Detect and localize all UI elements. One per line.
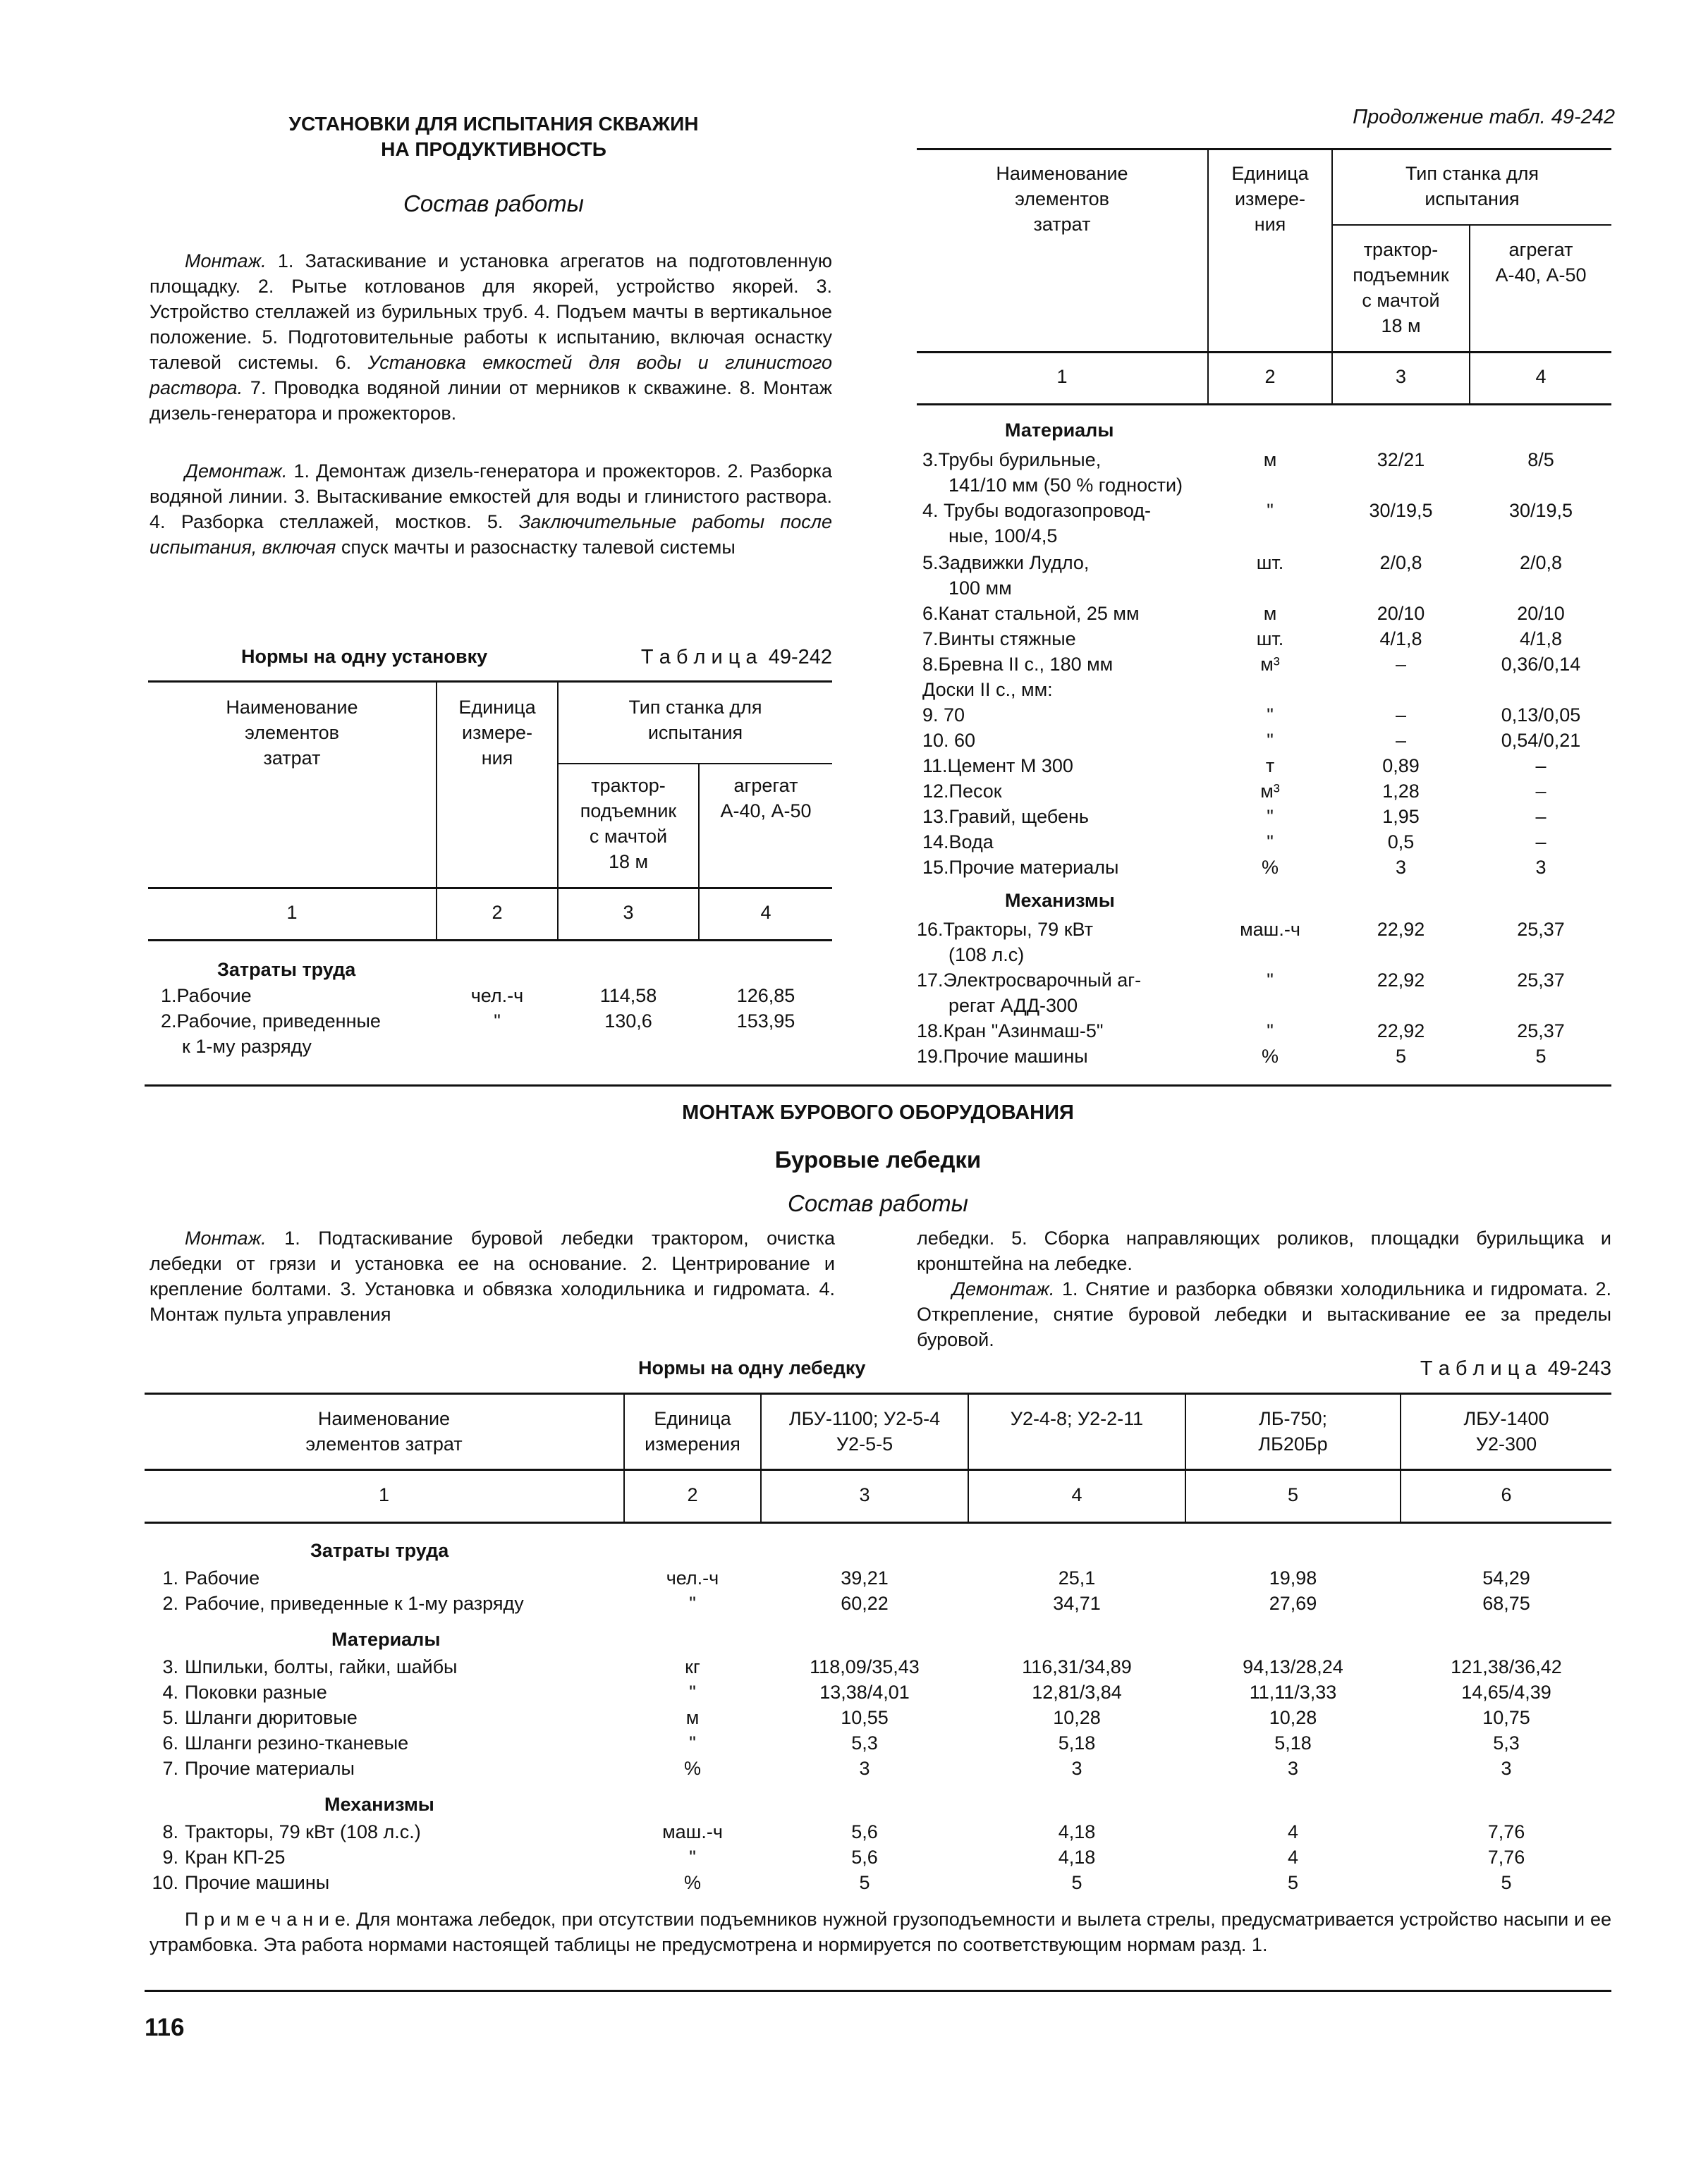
header-text: измере- <box>461 722 533 743</box>
machine-row-v4: 25,37 <box>1517 970 1565 991</box>
machine-row-name: 17.Электросварочный аг- <box>917 970 1142 991</box>
demount-text: 1. Демонтаж дизель-генератора и прожекторов. 2. Разборка водяной линии. 3. Вытаскивание емкостей для воды и глинистого раствора. 4. Разборка стеллажей, мостков. 5. <box>150 460 832 532</box>
demount-lead: Демонтаж. <box>952 1278 1055 1299</box>
header-text: затрат <box>263 747 321 769</box>
demount-italic: Заключительные работы после испытания, включая <box>150 511 833 558</box>
table-group-rule <box>1333 224 1611 226</box>
table2-row-name: Шланги дюритовые <box>185 1707 358 1728</box>
material-row-v3: 20/10 <box>1377 603 1425 624</box>
t2-header-col5 <box>1186 1406 1400 1457</box>
table2-row-n: 3. <box>162 1656 178 1677</box>
header-text: ния <box>481 747 513 769</box>
material-row-v3: 1,95 <box>1382 806 1420 827</box>
material-row-v4: – <box>1535 831 1547 852</box>
material-row-name: 11.Цемент М 300 <box>922 755 1073 776</box>
header-text: измерения <box>645 1433 740 1455</box>
header-col3 <box>559 773 698 874</box>
col-num: 3 <box>1395 366 1407 387</box>
material-row-unit: м <box>1263 449 1277 470</box>
table2-row-name: Шланги резино-тканевые <box>185 1732 409 1754</box>
col-num: 2 <box>1264 366 1276 387</box>
col-num: 4 <box>760 902 771 923</box>
labor-row-v3: 114,58 <box>599 985 657 1006</box>
separator-rule <box>145 1084 1611 1087</box>
machine-row-unit: " <box>1267 970 1274 991</box>
header-col3 <box>1333 237 1469 338</box>
col-num: 6 <box>1501 1484 1512 1505</box>
col-num: 1 <box>1056 366 1068 387</box>
table2-row-unit: " <box>689 1593 696 1614</box>
mount-paragraph <box>150 248 832 426</box>
header-text: Наименование <box>996 163 1128 184</box>
header-text: с мачтой <box>1362 290 1440 311</box>
header-text: трактор- <box>1363 239 1439 260</box>
table2-value: 5,6 <box>851 1821 878 1842</box>
labor-row-name: 2.Рабочие, приведенные <box>161 1010 381 1032</box>
header-text: затрат <box>1033 214 1091 235</box>
table2-row-name: Рабочие <box>185 1567 260 1589</box>
table-label-2: Т а б л и ц а 49-243 <box>1420 1357 1611 1380</box>
material-row-name: 141/10 мм (50 % годности) <box>948 475 1183 496</box>
mount-text2: 7. Проводка водяной линии от мерников к скважине. 8. Монтаж дизель-генератора и прожекторов. <box>150 377 832 424</box>
table2-value: 5 <box>1071 1872 1082 1893</box>
table2-row-name: Шпильки, болты, гайки, шайбы <box>185 1656 458 1677</box>
machine-row-unit: маш.-ч <box>1240 919 1300 940</box>
table2-row-name: Рабочие, приведенные к 1-му разряду <box>185 1593 524 1614</box>
material-row-v3: 0,89 <box>1382 755 1420 776</box>
demount-paragraph <box>150 458 832 560</box>
header-text: испытания <box>1425 188 1520 209</box>
bottom-rule <box>145 1990 1611 1992</box>
material-row-name: 4. Трубы водогазопровод- <box>922 500 1152 521</box>
table2-value: 5,3 <box>1493 1732 1520 1754</box>
table2-row-unit: кг <box>685 1656 700 1677</box>
material-row-v3: 4/1,8 <box>1379 628 1422 649</box>
machine-row-v4: 25,37 <box>1517 919 1565 940</box>
material-row-unit: м <box>1263 603 1277 624</box>
material-row-unit: шт. <box>1256 552 1284 573</box>
t2-header-col4 <box>969 1406 1185 1431</box>
header-text: Тип станка для <box>1405 163 1539 184</box>
t2-section-materials: Материалы <box>331 1629 441 1650</box>
demount-text2: спуск мачты и разоснастку талевой системы <box>336 537 736 558</box>
table2-value: 5 <box>1287 1872 1299 1893</box>
header-text: трактор- <box>591 775 666 796</box>
material-row-v4: 0,13/0,05 <box>1501 704 1581 726</box>
header-text: ЛБУ-1400 <box>1463 1408 1549 1429</box>
t2-section-labor: Затраты труда <box>310 1540 449 1561</box>
table2-value: 5,3 <box>851 1732 878 1754</box>
table-top-rule <box>917 148 1611 150</box>
section-title <box>212 111 776 162</box>
table2-value: 10,55 <box>841 1707 889 1728</box>
table2-row-n: 6. <box>162 1732 178 1754</box>
table2-value: 10,28 <box>1053 1707 1101 1728</box>
labor-row-unit: " <box>494 1010 501 1032</box>
material-row-v3: 0,5 <box>1387 831 1415 852</box>
table2-row-n: 1. <box>162 1567 178 1589</box>
material-row-name: 3.Трубы бурильные, <box>922 449 1102 470</box>
table2-row-name: Прочие материалы <box>185 1758 355 1779</box>
machine-row-name: 18.Кран "Азинмаш-5" <box>917 1020 1104 1041</box>
material-row-name: Доски II с., мм: <box>922 679 1053 700</box>
machine-row-name: регат АДД-300 <box>948 995 1078 1016</box>
machine-row-name: (108 л.с) <box>948 944 1025 965</box>
material-row-v3: 1,28 <box>1382 781 1420 802</box>
material-row-name: 7.Винты стяжные <box>922 628 1076 649</box>
col-num: 4 <box>1071 1484 1082 1505</box>
t2-section-machines: Механизмы <box>324 1794 434 1815</box>
material-row-unit: " <box>1267 831 1274 852</box>
machine-row-v4: 25,37 <box>1517 1020 1565 1041</box>
mount-text: 1. Затаскивание и установка агрегатов на подготовленную площадку. 2. Рытье котлованов для якорей, устройство якорей. 3. Устройство стеллажей из бурильных труб. 4. Подъем мачты в вертикальное положение. 5. Подготовительные работы к испытанию, включая оснастку талевой системы. 6. <box>150 250 832 373</box>
header-text: У2-4-8; У2-2-11 <box>1010 1408 1144 1429</box>
norms-caption-2: Нормы на одну лебедку <box>638 1357 866 1378</box>
table2-value: 14,65/4,39 <box>1461 1682 1551 1703</box>
mount-text-continued: лебедки. 5. Сборка направляющих роликов, площадки бурильщика и кронштейна на лебедке. <box>917 1228 1611 1274</box>
labor-row-v4: 153,95 <box>736 1010 795 1032</box>
material-row-name: 5.Задвижки Лудло, <box>922 552 1090 573</box>
table2-value: 19,98 <box>1269 1567 1317 1589</box>
material-row-unit: % <box>1261 857 1279 878</box>
header-text: А-40, А-50 <box>1495 264 1587 286</box>
note-lead: П р и м е ч а н и е. <box>185 1909 351 1930</box>
mount-lead: Монтаж. <box>185 1228 267 1249</box>
labor-row-name: к 1-му разряду <box>182 1036 312 1057</box>
table2-row-unit: " <box>689 1732 696 1754</box>
table2-value: 5 <box>1501 1872 1512 1893</box>
material-row-name: 100 мм <box>948 577 1012 599</box>
machine-row-unit: " <box>1267 1020 1274 1041</box>
table-label: Т а б л и ц а 49-242 <box>640 646 832 668</box>
bottom-title: МОНТАЖ БУРОВОГО ОБОРУДОВАНИЯ <box>682 1101 1074 1124</box>
page-number: 116 <box>145 2014 185 2041</box>
material-row-unit: " <box>1267 730 1274 751</box>
table-top-rule <box>148 680 832 683</box>
col-num: 5 <box>1287 1484 1299 1505</box>
table2-row-n: 2. <box>162 1593 178 1614</box>
header-text: Наименование <box>317 1408 451 1429</box>
table2-head-rule <box>145 1469 1611 1471</box>
machine-row-unit: % <box>1261 1046 1279 1067</box>
table2-value: 54,29 <box>1482 1567 1530 1589</box>
table-head-rule <box>917 351 1611 353</box>
material-row-name: 14.Вода <box>922 831 994 852</box>
table2-row-unit: % <box>683 1872 701 1893</box>
table2-value: 10,75 <box>1482 1707 1530 1728</box>
header-col1 <box>148 695 436 771</box>
material-row-unit: " <box>1267 500 1274 521</box>
table2-value: 4 <box>1287 1821 1299 1842</box>
header-text: 18 м <box>1381 315 1421 336</box>
material-row-v4: 0,36/0,14 <box>1501 654 1581 675</box>
header-group <box>559 695 832 745</box>
table-nums-rule <box>148 939 832 941</box>
section-labor: Затраты труда <box>217 959 356 980</box>
table2-value: 3 <box>1071 1758 1082 1779</box>
table2-row-unit: " <box>689 1847 696 1868</box>
table2-row-name: Поковки разные <box>185 1682 327 1703</box>
material-row-v3: – <box>1395 730 1407 751</box>
table2-value: 3 <box>859 1758 870 1779</box>
table2-row-unit: " <box>689 1682 696 1703</box>
header-text: ЛБ-750; <box>1259 1408 1327 1429</box>
header-text: измере- <box>1234 188 1306 209</box>
table-head-rule <box>148 887 832 889</box>
machine-row-v3: 22,92 <box>1377 1020 1425 1041</box>
table2-value: 5,18 <box>1058 1732 1096 1754</box>
table2-value: 4,18 <box>1058 1847 1096 1868</box>
header-col2 <box>437 695 557 771</box>
labor-row-name: 1.Рабочие <box>161 985 252 1006</box>
table2-value: 60,22 <box>841 1593 889 1614</box>
table2-value: 34,71 <box>1053 1593 1101 1614</box>
header-text: 18 м <box>608 851 649 872</box>
table2-value: 5,6 <box>851 1847 878 1868</box>
section-title-line2: НА ПРОДУКТИВНОСТЬ <box>381 138 606 160</box>
note-text: Для монтажа лебедок, при отсутствии подъемников нужной грузоподъемности и вылета стрелы, предусматривается устройство насыпи и ее утрамбовка. Эта работа нормами настоящей таблицы не предусмотрена и нормируется по соответствующим нормам разд. 1. <box>150 1909 1611 1955</box>
material-row-v4: 2/0,8 <box>1519 552 1563 573</box>
header-text: элементов <box>245 722 339 743</box>
labor-row-unit: чел.-ч <box>470 985 524 1006</box>
table2-row-n: 10. <box>152 1872 178 1893</box>
material-row-v3: 32/21 <box>1377 449 1425 470</box>
table2-row-unit: чел.-ч <box>666 1567 719 1589</box>
t2-header-col3 <box>762 1406 968 1457</box>
table2-row-name: Тракторы, 79 кВт (108 л.с.) <box>185 1821 421 1842</box>
bottom-mount-paragraph <box>150 1225 835 1327</box>
t2-header-col1 <box>145 1406 623 1457</box>
header-text: У2-5-5 <box>836 1433 893 1455</box>
header-text: Единица <box>458 697 536 718</box>
table2-value: 116,31/34,89 <box>1022 1656 1132 1677</box>
table2-value: 118,09/35,43 <box>810 1656 920 1677</box>
machine-row-name: 19.Прочие машины <box>917 1046 1088 1067</box>
material-row-v3: 2/0,8 <box>1379 552 1422 573</box>
t2-header-col2 <box>625 1406 760 1457</box>
col-num: 3 <box>859 1484 870 1505</box>
demount-text: 1. Снятие и разборка обвязки холодильника и гидромата. 2. Открепление, снятие буровой лебедки и вытаскивание ее за пределы буровой. <box>917 1278 1611 1350</box>
material-row-v3: 3 <box>1395 857 1407 878</box>
header-col4 <box>700 773 832 824</box>
machine-row-v3: 22,92 <box>1377 919 1425 940</box>
material-row-v4: – <box>1535 806 1547 827</box>
header-text: У2-300 <box>1475 1433 1537 1455</box>
table2-value: 3 <box>1501 1758 1512 1779</box>
table2-row-unit: маш.-ч <box>662 1821 723 1842</box>
material-row-v4: 20/10 <box>1517 603 1565 624</box>
material-row-unit: м³ <box>1260 781 1280 802</box>
material-row-v4: – <box>1535 755 1547 776</box>
table2-value: 10,28 <box>1269 1707 1317 1728</box>
table2-value: 4 <box>1287 1847 1299 1868</box>
header-col4 <box>1470 237 1611 288</box>
material-row-name: 6.Канат стальной, 25 мм <box>922 603 1140 624</box>
t2-header-col6 <box>1401 1406 1611 1457</box>
material-row-unit: " <box>1267 704 1274 726</box>
table2-value: 5 <box>859 1872 870 1893</box>
table2-row-n: 8. <box>162 1821 178 1842</box>
bottom-subtitle: Буровые лебедки <box>774 1146 982 1173</box>
table2-value: 5,18 <box>1274 1732 1312 1754</box>
header-text: ния <box>1254 214 1286 235</box>
table2-value: 13,38/4,01 <box>819 1682 910 1703</box>
table2-row-n: 4. <box>162 1682 178 1703</box>
col-num: 2 <box>687 1484 698 1505</box>
material-row-v3: – <box>1395 654 1407 675</box>
material-row-unit: т <box>1265 755 1275 776</box>
table2-row-unit: м <box>685 1707 700 1728</box>
material-row-v4: – <box>1535 781 1547 802</box>
table2-value: 121,38/36,42 <box>1451 1656 1562 1677</box>
header-text: ЛБ20Бр <box>1258 1433 1328 1455</box>
material-row-unit: м³ <box>1260 654 1280 675</box>
header-group <box>1333 161 1611 212</box>
header-text: испытания <box>647 722 743 743</box>
norms-caption: Нормы на одну установку <box>241 646 488 667</box>
header-text: агрегат <box>1508 239 1573 260</box>
mount-italic: Установка емкостей для воды и глинистого раствора. <box>150 352 832 398</box>
table2-row-n: 9. <box>162 1847 178 1868</box>
machine-row-v3: 5 <box>1395 1046 1407 1067</box>
material-row-v4: 3 <box>1535 857 1547 878</box>
mount-lead: Монтаж. <box>185 250 267 271</box>
col-num: 4 <box>1535 366 1547 387</box>
machine-row-name: 16.Тракторы, 79 кВт <box>917 919 1093 940</box>
col-num: 1 <box>378 1484 390 1505</box>
material-row-name: 9. 70 <box>922 704 965 726</box>
bottom-demount-paragraph <box>917 1225 1611 1352</box>
header-text: с мачтой <box>589 826 668 847</box>
material-row-name: 12.Песок <box>922 781 1002 802</box>
material-row-v4: 4/1,8 <box>1519 628 1563 649</box>
labor-row-v3: 130,6 <box>604 1010 652 1032</box>
table2-row-n: 7. <box>162 1758 178 1779</box>
section-title-line1: УСТАНОВКИ ДЛЯ ИСПЫТАНИЯ СКВАЖИН <box>288 113 699 135</box>
material-row-name: 13.Гравий, щебень <box>922 806 1089 827</box>
material-row-unit: " <box>1267 806 1274 827</box>
header-text: А-40, А-50 <box>720 800 812 821</box>
header-text: элементов <box>1015 188 1109 209</box>
header-text: ЛБУ-1100; У2-5-4 <box>788 1408 941 1429</box>
table2-top-rule <box>145 1393 1611 1395</box>
machine-row-v3: 22,92 <box>1377 970 1425 991</box>
col-num: 2 <box>492 902 503 923</box>
material-row-name: ные, 100/4,5 <box>948 525 1058 546</box>
table2-nums-rule <box>145 1522 1611 1524</box>
labor-row-v4: 126,85 <box>736 985 795 1006</box>
mount-text: 1. Подтаскивание буровой лебедки трактором, очистка лебедки от грязи и установка ее на основание. 2. Центрирование и крепление болтами. 3. Установка и обвязка холодильника и гидромата. 4. Монтаж пульта управления <box>150 1228 835 1325</box>
table2-value: 4,18 <box>1058 1821 1096 1842</box>
table2-value: 7,76 <box>1487 1821 1525 1842</box>
table2-value: 25,1 <box>1058 1567 1096 1589</box>
table2-value: 39,21 <box>841 1567 889 1589</box>
material-row-name: 15.Прочие материалы <box>922 857 1119 878</box>
section-materials: Материалы <box>1005 420 1114 441</box>
header-col2 <box>1209 161 1331 237</box>
header-text: Единица <box>654 1408 731 1429</box>
table-group-rule <box>557 763 832 764</box>
header-text: Единица <box>1231 163 1309 184</box>
header-col1 <box>917 161 1207 237</box>
material-row-name: 8.Бревна II с., 180 мм <box>922 654 1114 675</box>
continuation-label: Продолжение табл. 49-242 <box>1353 106 1615 128</box>
material-row-v3: – <box>1395 704 1407 726</box>
composition-subtitle: Состав работы <box>403 190 584 216</box>
table2-value: 94,13/28,24 <box>1243 1656 1343 1677</box>
material-row-name: 10. 60 <box>922 730 976 751</box>
bottom-composition: Состав работы <box>788 1190 968 1216</box>
section-machines: Механизмы <box>1005 890 1115 911</box>
demount-lead: Демонтаж. <box>185 460 288 482</box>
table2-value: 12,81/3,84 <box>1032 1682 1122 1703</box>
table2-value: 11,11/3,33 <box>1249 1682 1337 1703</box>
table2-row-name: Прочие машины <box>185 1872 330 1893</box>
header-text: Наименование <box>226 697 358 718</box>
table2-row-name: Кран КП-25 <box>185 1847 286 1868</box>
note-paragraph <box>150 1907 1611 1957</box>
header-text: элементов затрат <box>305 1433 463 1455</box>
header-text: подъемник <box>1353 264 1449 286</box>
material-row-v4: 0,54/0,21 <box>1501 730 1581 751</box>
table-nums-rule <box>917 403 1611 405</box>
material-row-v3: 30/19,5 <box>1369 500 1433 521</box>
table2-value: 68,75 <box>1482 1593 1530 1614</box>
col-num: 3 <box>623 902 634 923</box>
table2-value: 3 <box>1287 1758 1299 1779</box>
table2-row-unit: % <box>683 1758 701 1779</box>
material-row-unit: шт. <box>1256 628 1284 649</box>
material-row-v4: 8/5 <box>1527 449 1554 470</box>
material-row-v4: 30/19,5 <box>1508 500 1573 521</box>
table2-value: 27,69 <box>1269 1593 1317 1614</box>
header-text: агрегат <box>733 775 798 796</box>
table2-row-n: 5. <box>162 1707 178 1728</box>
table2-value: 7,76 <box>1487 1847 1525 1868</box>
col-num: 1 <box>286 902 298 923</box>
machine-row-v4: 5 <box>1535 1046 1547 1067</box>
header-text: Тип станка для <box>628 697 762 718</box>
header-text: подъемник <box>580 800 677 821</box>
